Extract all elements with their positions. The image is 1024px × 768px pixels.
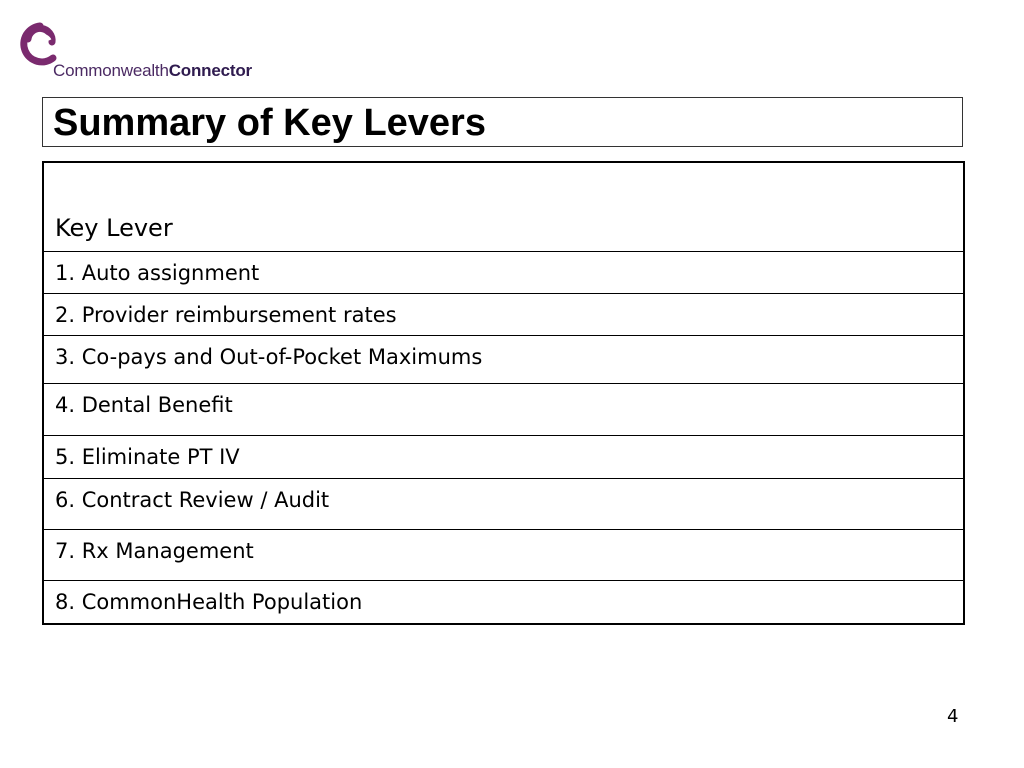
page-number: 4: [947, 706, 959, 727]
table-row: [43, 251, 964, 293]
table-row: [43, 335, 964, 383]
commonwealth-connector-logo: [6, 14, 306, 84]
table-row: [43, 478, 964, 529]
key-levers-table: [42, 161, 965, 625]
table-row: [43, 383, 964, 435]
table-cell-lever: 2. Provider reimbursement rates: [43, 293, 964, 335]
table-row: [43, 435, 964, 478]
logo-text-bold: Connector: [168, 61, 252, 80]
table-row: [43, 529, 964, 580]
table-cell-lever: 3. Co-pays and Out-of-Pocket Maximums: [43, 335, 964, 383]
table-cell-lever: 5. Eliminate PT IV: [43, 435, 964, 478]
logo-text-regular: Commonwealth: [53, 61, 169, 80]
table-cell-lever: 4. Dental Benefit: [43, 383, 964, 435]
table-row: [43, 580, 964, 624]
table-cell-lever: 1. Auto assignment: [43, 251, 964, 293]
table-row: [43, 293, 964, 335]
table-cell-lever: 7. Rx Management: [43, 529, 964, 580]
table-cell-lever: 8. CommonHealth Population: [43, 580, 964, 624]
slide-title-box: [42, 97, 963, 147]
column-header-key-lever: Key Lever: [43, 162, 964, 251]
table-header-row: [43, 162, 964, 251]
slide-title: Summary of Key Levers: [53, 102, 486, 144]
logo-wordmark: [53, 61, 252, 81]
table-cell-lever: 6. Contract Review / Audit: [43, 478, 964, 529]
